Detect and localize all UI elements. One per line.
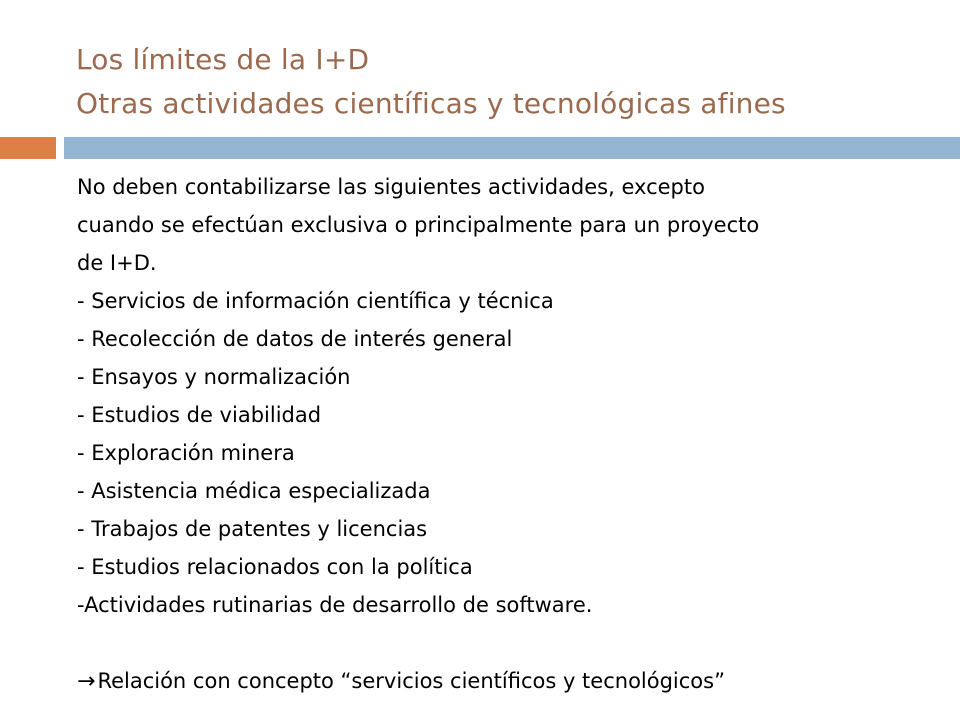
slide-title (76, 38, 936, 126)
conclusion-line (77, 662, 937, 701)
title-line-1: Los límites de la I+D (76, 43, 370, 76)
list-item: -Actividades rutinarias de desarrollo de software. (77, 593, 593, 617)
list-item: - Asistencia médica especializada (77, 479, 431, 503)
list-item: - Recolección de datos de interés general (77, 327, 513, 351)
arrow-right-icon: → (77, 669, 96, 694)
list-item: - Trabajos de patentes y licencias (77, 517, 428, 541)
intro-line: de I+D. (77, 251, 157, 275)
title-line-2: Otras actividades científicas y tecnológicas afines (76, 87, 786, 120)
list-item: - Servicios de información científica y técnica (77, 289, 554, 313)
accent-bar-orange (0, 137, 56, 159)
spacer (77, 624, 937, 662)
list-item: - Estudios relacionados con la política (77, 555, 473, 579)
slide-body (77, 168, 937, 701)
conclusion-text: Relación con concepto “servicios científicos y tecnológicos” (97, 669, 725, 693)
list-item: - Estudios de viabilidad (77, 403, 322, 427)
list-item: - Ensayos y normalización (77, 365, 351, 389)
list-item: - Exploración minera (77, 441, 295, 465)
accent-bar-blue (64, 137, 960, 159)
intro-line: No deben contabilizarse las siguientes actividades, excepto (77, 175, 705, 199)
intro-line: cuando se efectúan exclusiva o principalmente para un proyecto (77, 213, 760, 237)
